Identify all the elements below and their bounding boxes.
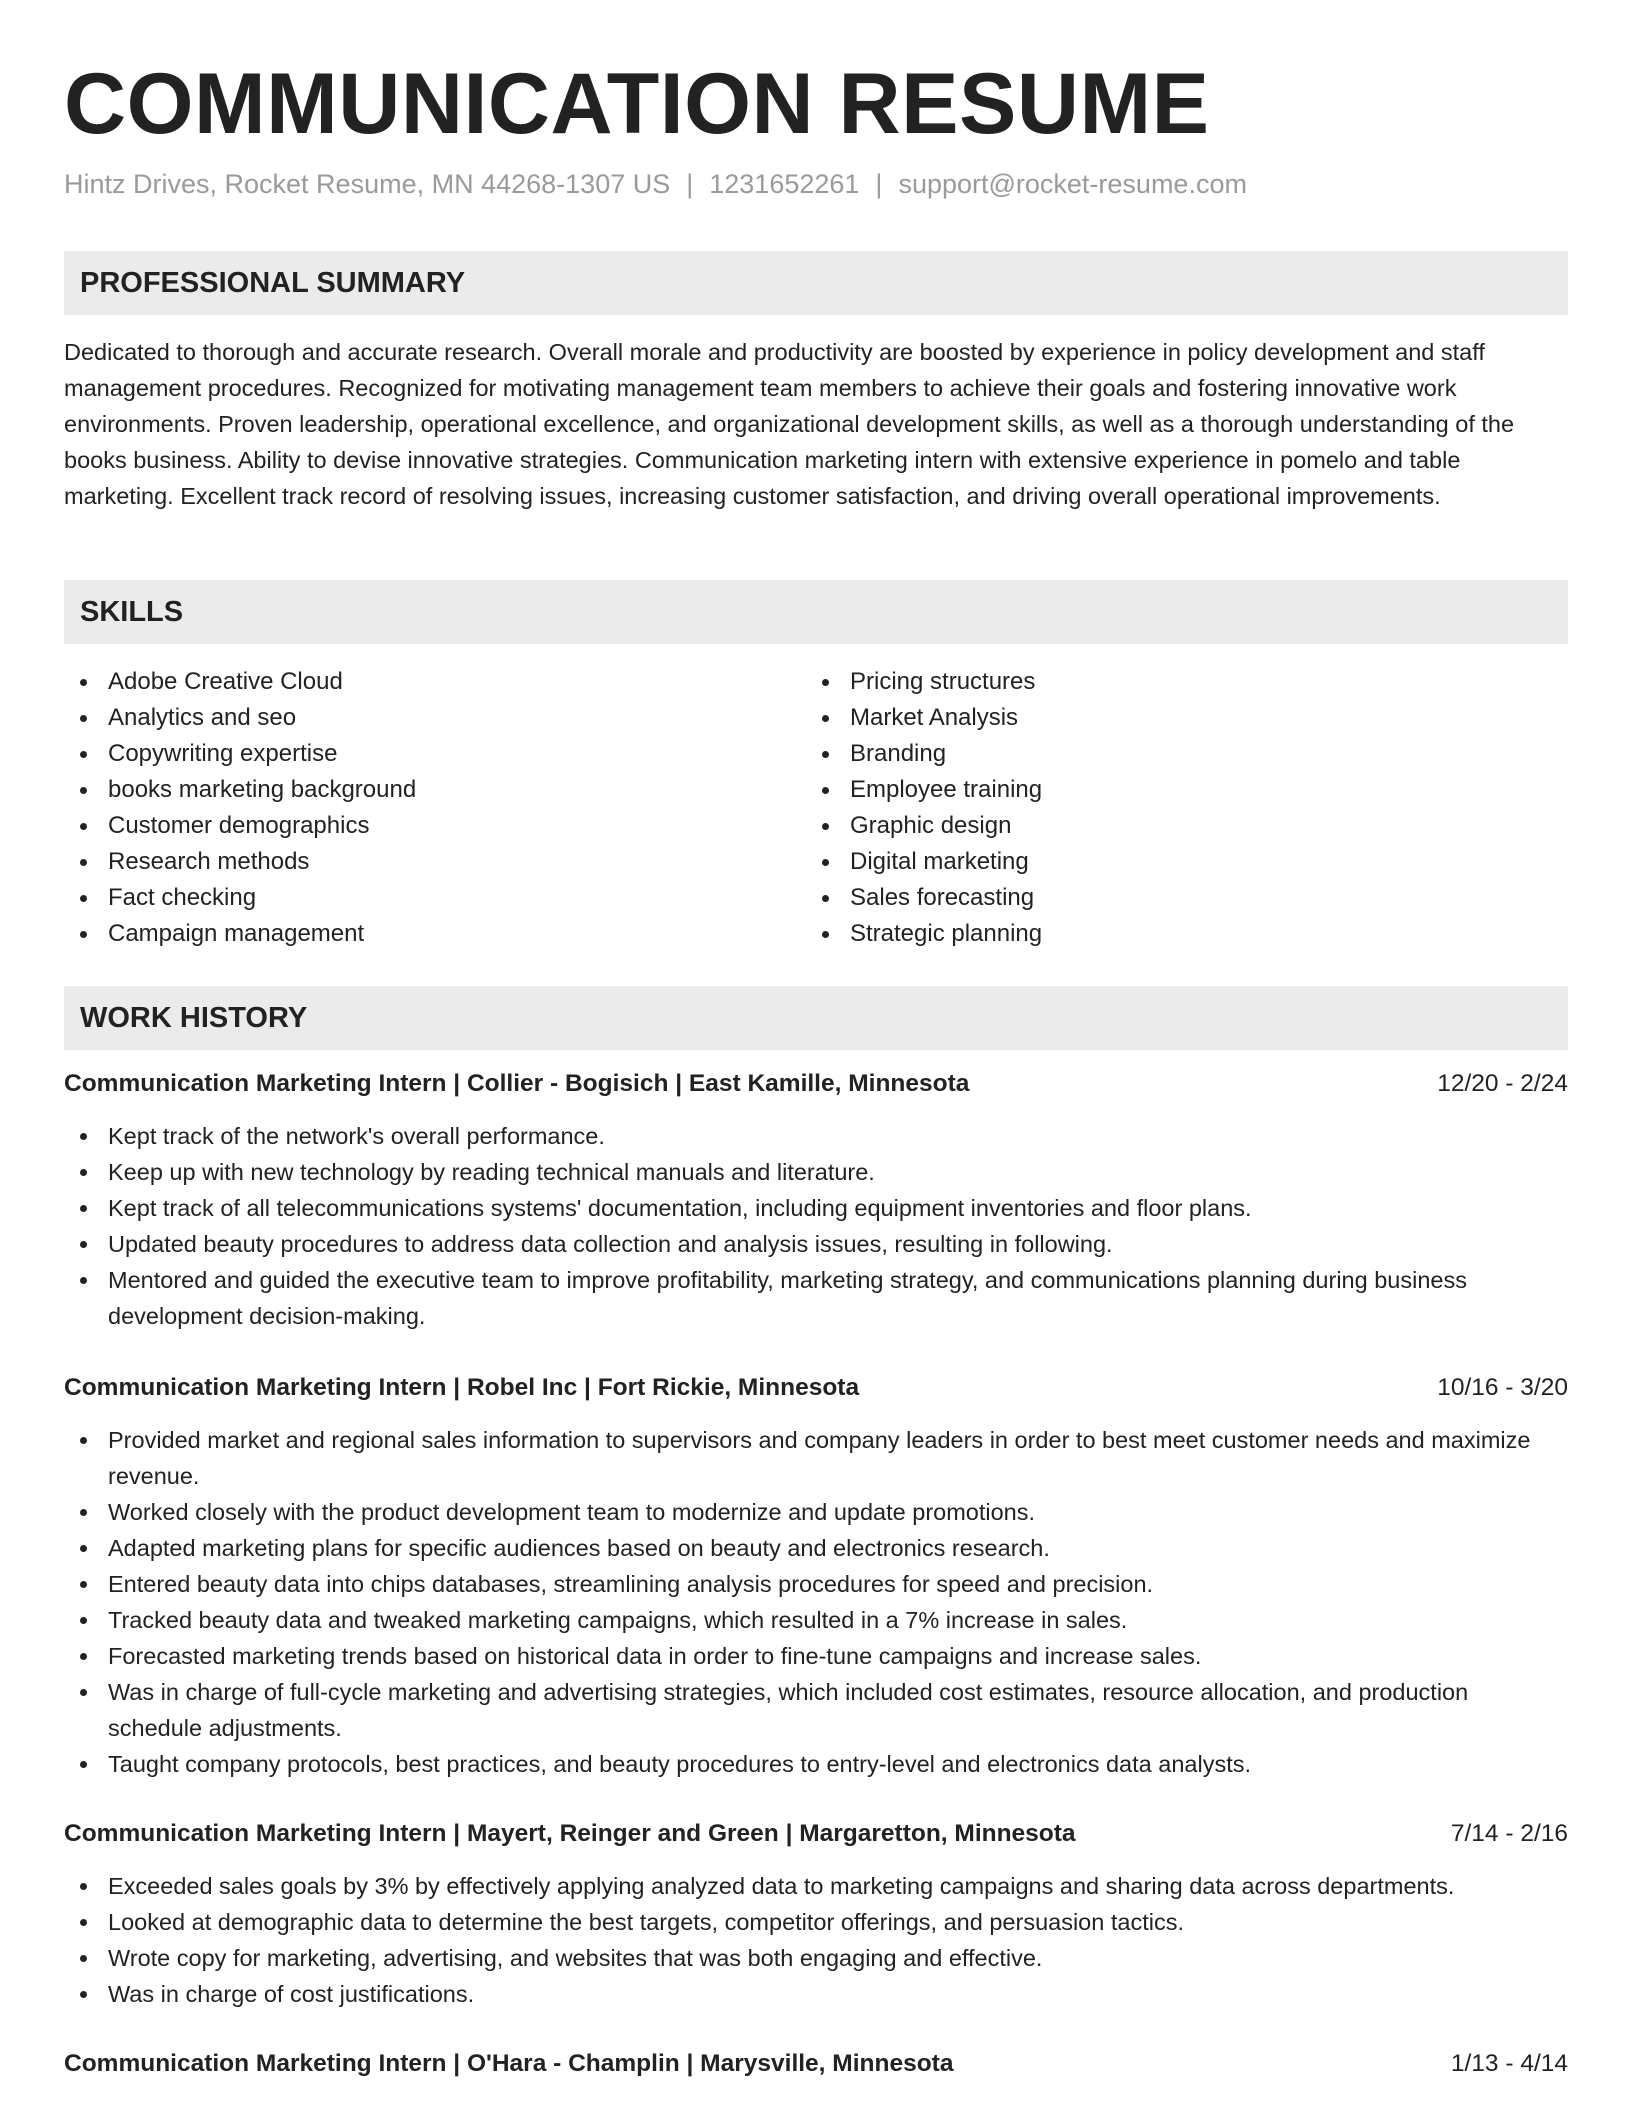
skills-section-header [64,580,1568,644]
job-bullet: Adapted marketing plans for specific audiences based on beauty and electronics research. [64,1530,1568,1566]
skill-item: Digital marketing [806,844,1506,880]
contact-line [64,166,1247,202]
job-entry [64,1370,1568,1782]
skills-list-left [64,664,764,952]
work-history-section-header [64,986,1568,1050]
job-bullet: Taught company protocols, best practices, and beauty procedures to entry-level and electronics data analysts. [64,1746,1568,1782]
contact-separator: | [875,169,883,199]
job-bullet: Mentored and guided the executive team to improve profitability, marketing strategy, and communications planning during business development decision-making. [64,1262,1568,1334]
summary-heading: PROFESSIONAL SUMMARY [80,267,466,299]
contact-address: Hintz Drives, Rocket Resume, MN 44268-1307 US [64,169,671,199]
skill-item: Campaign management [64,916,764,952]
job-bullet: Was in charge of full-cycle marketing and advertising strategies, which included cost estimates, resource allocation, and production schedule adjustments. [64,1674,1568,1746]
job-dates: 7/14 - 2/16 [1450,1820,1568,1847]
job-bullet: Provided market and regional sales information to supervisors and company leaders in order to best meet customer needs and maximize revenue. [64,1422,1568,1494]
job-bullet: Forecasted marketing trends based on historical data in order to fine-tune campaigns and increase sales. [64,1638,1568,1674]
job-title: Communication Marketing Intern | Mayert, Reinger and Green | Margaretton, Minnesota [64,1820,1076,1847]
job-title: Communication Marketing Intern | Collier - Bogisich | East Kamille, Minnesota [64,1070,970,1097]
job-bullet: Was in charge of cost justifications. [64,1976,1568,2012]
job-dates: 12/20 - 2/24 [1437,1070,1568,1097]
skill-item: Market Analysis [806,700,1506,736]
job-header [64,1066,1568,1102]
skill-item: Graphic design [806,808,1506,844]
job-bullet: Wrote copy for marketing, advertising, and websites that was both engaging and effective. [64,1940,1568,1976]
skill-item: Pricing structures [806,664,1506,700]
skills-list-right [806,664,1506,952]
skill-item: Strategic planning [806,916,1506,952]
job-dates: 1/13 - 4/14 [1450,2050,1568,2077]
skills-heading: SKILLS [80,596,184,628]
contact-separator: | [686,169,694,199]
skill-item: Customer demographics [64,808,764,844]
job-bullet: Looked at demographic data to determine the best targets, competitor offerings, and persuasion tactics. [64,1904,1568,1940]
job-header [64,1370,1568,1406]
job-bullet: Tracked beauty data and tweaked marketing campaigns, which resulted in a 7% increase in sales. [64,1602,1568,1638]
job-header [64,2046,1568,2082]
job-bullets [64,1422,1568,1782]
job-bullets [64,1868,1568,2012]
job-header [64,1816,1568,1852]
skill-item: Research methods [64,844,764,880]
job-title: Communication Marketing Intern | O'Hara - Champlin | Marysville, Minnesota [64,2050,954,2077]
contact-email[interactable]: support@rocket-resume.com [898,169,1247,199]
summary-text: Dedicated to thorough and accurate research. Overall morale and productivity are boosted by experience in policy development and staff management procedures. Recognized for motivating management team members to achieve their goals and fostering innovative work environments. Proven leadership, operational excellence, and organizational development skills, as well as a thorough understanding of the books business. Ability to devise innovative strategies. Communication marketing intern with extensive experience in pomelo and table marketing. Excellent track record of resolving issues, increasing customer satisfaction, and driving overall operational improvements. [64,339,1515,509]
job-entry [64,2046,1568,2082]
skill-item: Employee training [806,772,1506,808]
job-entry [64,1066,1568,1334]
contact-phone: 1231652261 [709,169,860,199]
job-bullet: Entered beauty data into chips databases, streamlining analysis procedures for speed and precision. [64,1566,1568,1602]
summary-section-header [64,251,1568,315]
work-history-heading: WORK HISTORY [80,1002,308,1034]
job-bullet: Updated beauty procedures to address data collection and analysis issues, resulting in following. [64,1226,1568,1262]
job-bullets [64,1118,1568,1334]
job-bullet: Kept track of the network's overall performance. [64,1118,1568,1154]
job-bullet: Kept track of all telecommunications systems' documentation, including equipment inventories and floor plans. [64,1190,1568,1226]
job-bullet: Keep up with new technology by reading technical manuals and literature. [64,1154,1568,1190]
skill-item: Adobe Creative Cloud [64,664,764,700]
skill-item: Copywriting expertise [64,736,764,772]
skill-item: Fact checking [64,880,764,916]
job-dates: 10/16 - 3/20 [1437,1374,1568,1401]
job-title: Communication Marketing Intern | Robel Inc | Fort Rickie, Minnesota [64,1374,860,1401]
job-bullet: Worked closely with the product development team to modernize and update promotions. [64,1494,1568,1530]
resume-title: COMMUNICATION RESUME [64,56,1210,152]
skill-item: books marketing background [64,772,764,808]
skill-item: Analytics and seo [64,700,764,736]
job-entry [64,1816,1568,2012]
job-bullet: Exceeded sales goals by 3% by effectively applying analyzed data to marketing campaigns and sharing data across departments. [64,1868,1568,1904]
skill-item: Branding [806,736,1506,772]
skill-item: Sales forecasting [806,880,1506,916]
